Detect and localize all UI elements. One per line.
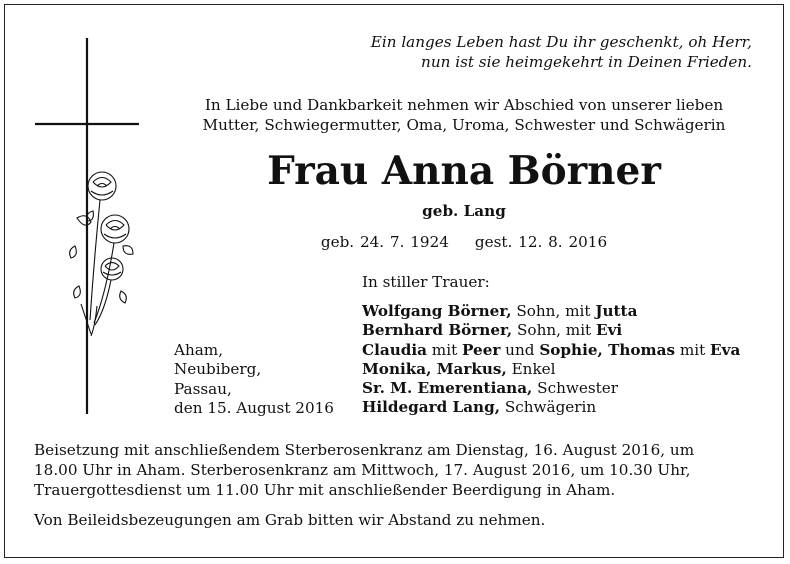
- mourner-name: Monika, Markus,: [362, 359, 507, 378]
- place-line: Passau,: [174, 379, 232, 398]
- place-line: den 15. August 2016: [174, 398, 334, 417]
- funeral-line: Trauergottesdienst um 11.00 Uhr mit anschließender Beerdigung in Aham.: [34, 481, 616, 499]
- mourner-relation: Enkel: [506, 359, 556, 378]
- mourner-name: Jutta: [595, 302, 638, 320]
- cross-with-roses-icon: [35, 36, 175, 416]
- funeral-line: Beisetzung mit anschließendem Sterberosenkranz am Dienstag, 16. August 2016, um: [34, 441, 695, 459]
- maiden-name: geb. Lang: [422, 202, 506, 220]
- mourner-name: Evi: [596, 321, 623, 340]
- birth-date: geb. 24. 7. 1924: [320, 233, 449, 251]
- closing-note: Von Beileidsbezeugungen am Grab bitten wir Abstand zu nehmen.: [34, 511, 546, 529]
- intro-text: [174, 95, 754, 135]
- mourner-line: [362, 321, 740, 340]
- mourner-name: Sophie, Thomas: [539, 340, 676, 359]
- life-dates: [174, 233, 754, 251]
- mourner-relation: und: [500, 340, 540, 359]
- mourner-name: Claudia: [362, 340, 427, 359]
- mourners-list: [362, 302, 740, 418]
- mourning-heading: In stiller Trauer:: [362, 273, 490, 291]
- verse: [371, 32, 752, 72]
- place-line: Neubiberg,: [174, 360, 262, 379]
- funeral-details: [34, 440, 764, 500]
- mourner-relation: Schwester: [532, 379, 619, 398]
- mourner-relation: Schwägerin: [500, 398, 597, 417]
- mourner-relation: Sohn, mit: [512, 321, 596, 340]
- mourner-line: [362, 379, 740, 398]
- mourner-name: Peer: [462, 340, 501, 359]
- mourner-name: Bernhard Börner,: [362, 321, 513, 340]
- intro-line: Mutter, Schwiegermutter, Oma, Uroma, Schwester und Schwägerin: [202, 116, 726, 134]
- mourner-name: Sr. M. Emerentiana,: [362, 379, 533, 398]
- place-date-block: [174, 341, 334, 418]
- intro-line: In Liebe und Dankbarkeit nehmen wir Abschied von unserer lieben: [204, 96, 724, 114]
- mourner-relation: mit: [675, 340, 711, 359]
- place-line: Aham,: [174, 341, 224, 359]
- mourner-line: [362, 302, 740, 321]
- verse-line: Ein langes Leben hast Du ihr geschenkt, oh Herr,: [370, 33, 752, 51]
- mourner-line: [362, 360, 740, 379]
- mourner-relation: mit: [426, 340, 463, 359]
- mourner-name: Eva: [710, 340, 741, 359]
- verse-line: nun ist sie heimgekehrt in Deinen Frieden.: [421, 53, 752, 71]
- mourner-line: [362, 341, 740, 360]
- death-date: gest. 12. 8. 2016: [474, 233, 608, 251]
- funeral-line: 18.00 Uhr in Aham. Sterberosenkranz am Mittwoch, 17. August 2016, um 10.30 Uhr,: [34, 461, 691, 479]
- deceased-name: Frau Anna Börner: [267, 148, 661, 194]
- mourner-relation: Sohn, mit: [511, 302, 596, 320]
- mourner-line: [362, 398, 740, 417]
- mourner-name: Wolfgang Börner,: [362, 302, 512, 320]
- mourner-name: Hildegard Lang,: [362, 398, 501, 417]
